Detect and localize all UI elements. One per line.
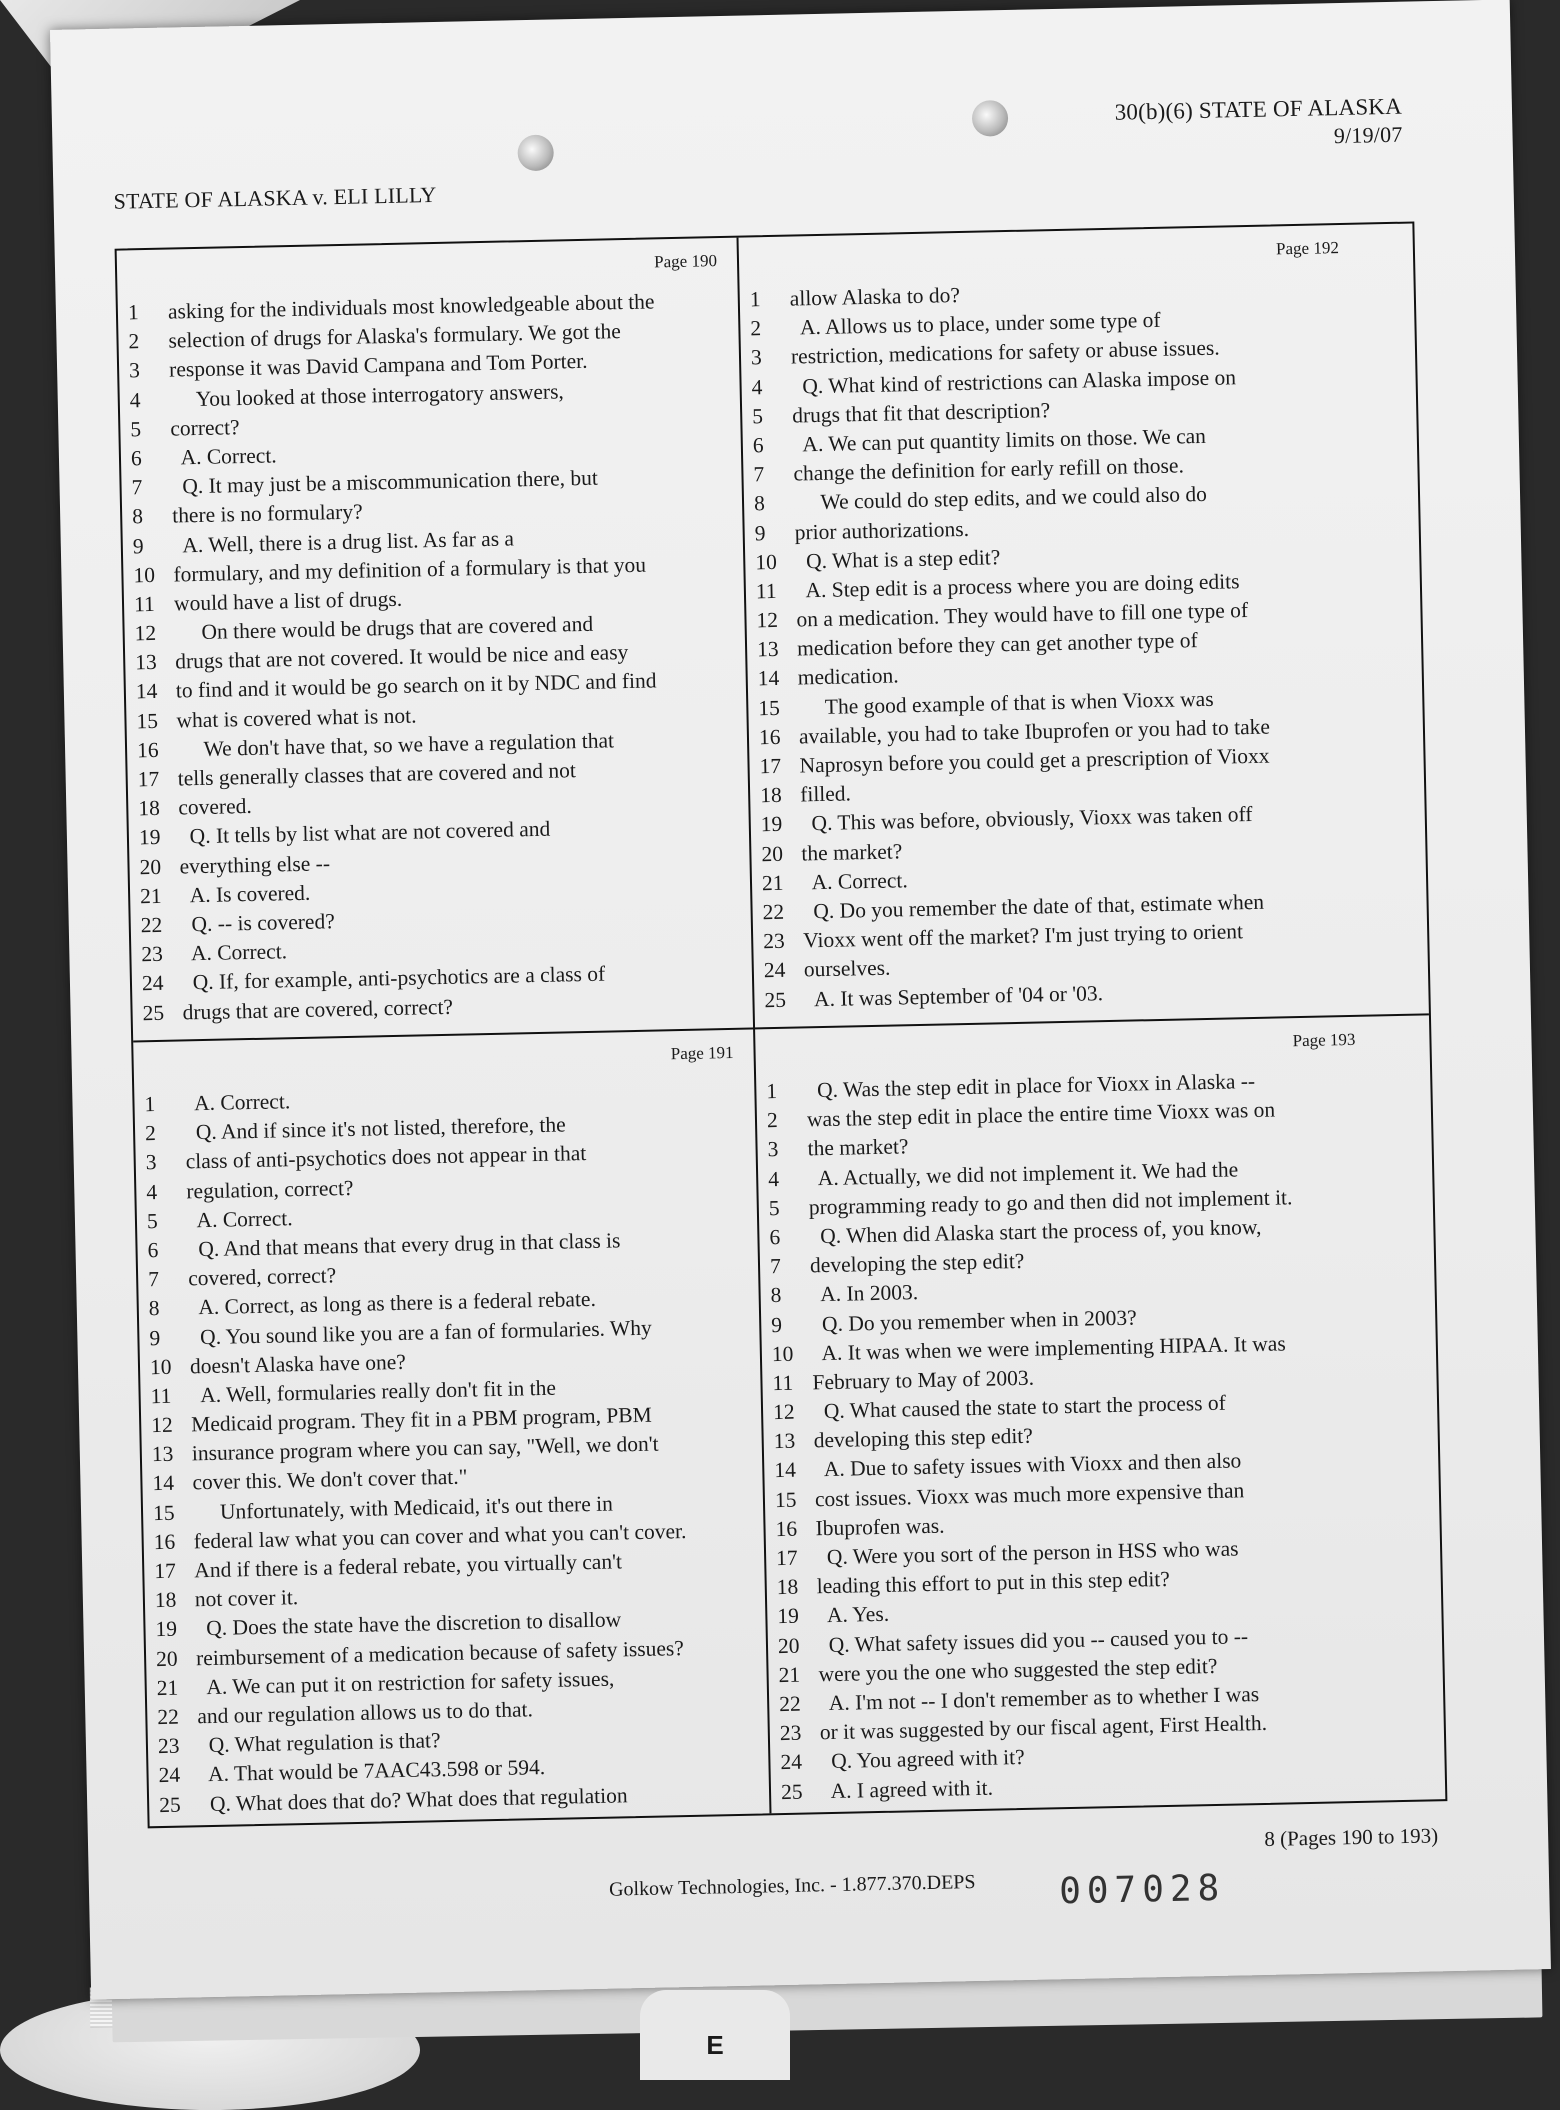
line-text: Q. What regulation is that? (197, 1728, 441, 1758)
line-text: formulary, and my definition of a formulary is that you (173, 552, 647, 587)
line-number: 5 (130, 416, 142, 442)
line-text: Q. Were you sort of the person in HSS who was (815, 1536, 1239, 1570)
line-number: 9 (754, 520, 766, 545)
line-text: Q. Do you remember when in 2003? (811, 1305, 1137, 1336)
line-number: 22 (778, 1691, 801, 1717)
line-number: 20 (155, 1646, 178, 1671)
line-text: Q. Does the state have the discretion to disallow (195, 1607, 622, 1641)
line-number: 4 (146, 1179, 158, 1204)
line-number: 24 (763, 958, 786, 983)
line-text: cost issues. Vioxx was much more expensive than (814, 1477, 1245, 1511)
line-number: 3 (750, 345, 763, 370)
line-text: A. Well, formularies really don't fit in the (190, 1375, 557, 1408)
line-text: regulation, correct? (186, 1175, 354, 1203)
line-text: prior authorizations. (794, 516, 970, 545)
line-number: 7 (769, 1254, 782, 1279)
line-number: 1 (749, 287, 761, 312)
line-number: 21 (778, 1662, 801, 1687)
line-text: A. Correct. (184, 1089, 291, 1116)
line-text: Q. What does that do? What does that regulation (198, 1782, 628, 1816)
line-number: 14 (135, 679, 158, 704)
line-number: 17 (775, 1545, 798, 1571)
line-text: allow Alaska to do? (789, 283, 961, 311)
line-text: A. It was when we were implementing HIPAA. It was (811, 1331, 1286, 1366)
line-number: 1 (127, 300, 139, 325)
line-text: the market? (807, 1134, 909, 1161)
tab-letter: E (706, 2030, 724, 2060)
line-text: We don't have that, so we have a regulation that (176, 728, 615, 762)
line-text: And if there is a federal rebate, you virtually can't (194, 1549, 623, 1583)
line-number: 3 (145, 1150, 157, 1175)
line-number: 15 (136, 708, 159, 733)
line-text: and our regulation allows us to do that. (197, 1697, 534, 1729)
line-text: Q. What is a step edit? (795, 544, 1001, 574)
line-number: 4 (129, 387, 141, 412)
line-number: 24 (141, 971, 164, 996)
line-number: 21 (139, 883, 162, 909)
line-number: 16 (775, 1516, 798, 1541)
case-title: STATE OF ALASKA v. ELI LILLY (113, 181, 437, 214)
line-text: Q. And if since it's not listed, therefore, the (184, 1112, 566, 1145)
line-text: available, you had to take Ibuprofen or you had to take (798, 714, 1271, 749)
page-192 (738, 225, 1374, 1028)
line-number: 8 (131, 504, 144, 529)
line-number: 5 (146, 1208, 158, 1233)
line-text: Q. It may just be a miscommunication there, but (171, 465, 599, 499)
line-number: 22 (762, 899, 785, 925)
line-text: federal law what you can cover and what you can't cover. (193, 1518, 687, 1554)
line-text: covered, correct? (187, 1263, 337, 1291)
line-number: 15 (758, 695, 781, 720)
line-number: 10 (133, 562, 156, 588)
line-number: 6 (752, 433, 764, 458)
line-text: A. Yes. (817, 1602, 890, 1628)
line-text: Q. What caused the state to start the process of (812, 1390, 1227, 1424)
punch-hole-left (517, 134, 554, 171)
line-number: 13 (135, 650, 158, 675)
line-text: Q. What kind of restrictions can Alaska impose on (791, 364, 1237, 399)
line-text: A. In 2003. (810, 1280, 919, 1307)
line-number: 4 (751, 374, 763, 399)
deposition-date: 9/19/07 (1333, 121, 1403, 149)
line-text: A. Step edit is a process where you are doing edits (795, 569, 1240, 603)
line-text: A. Correct. (181, 939, 288, 966)
line-text: Ibuprofen was. (815, 1513, 945, 1541)
line-number: 13 (756, 637, 779, 662)
line-number: 13 (773, 1428, 796, 1454)
line-number: 12 (772, 1399, 795, 1425)
line-text: A. Actually, we did not implement it. We had the (807, 1156, 1239, 1190)
punch-hole-right (972, 100, 1009, 137)
line-text: Q. And that means that every drug in that class is (187, 1228, 621, 1262)
line-number: 14 (774, 1458, 797, 1483)
page-label: Page 193 (1292, 1029, 1356, 1051)
line-text: A. We can put it on restriction for safety issues, (196, 1666, 615, 1700)
line-number: 4 (767, 1166, 780, 1191)
line-text: what is covered what is not. (176, 703, 417, 733)
line-number: 18 (138, 796, 161, 821)
line-text: developing this step edit? (813, 1423, 1034, 1453)
line-text: A. Due to safety issues with Vioxx and then also (814, 1448, 1242, 1482)
line-text: or it was suggested by our fiscal agent, First Health. (819, 1711, 1268, 1745)
line-text: A. Correct, as long as there is a federal rebate. (188, 1287, 597, 1320)
line-number: 7 (147, 1267, 160, 1292)
line-number: 13 (151, 1441, 174, 1467)
line-text: Q. What safety issues did you -- caused you to -- (817, 1623, 1249, 1657)
line-text: change the definition for early refill on those. (793, 453, 1185, 486)
line-number: 1 (144, 1092, 156, 1117)
line-number: 11 (755, 578, 777, 604)
line-text: A. Well, there is a drug list. As far as a (172, 525, 515, 558)
line-number: 8 (770, 1283, 782, 1308)
line-number: 14 (757, 666, 780, 691)
line-text: Q. Was the step edit in place for Vioxx in Alaska -- (806, 1068, 1256, 1103)
line-text: Q. You sound like you are a fan of formularies. Why (189, 1315, 652, 1349)
line-number: 11 (150, 1383, 172, 1409)
page-191 (133, 1029, 769, 1832)
line-number: 21 (761, 870, 784, 896)
line-number: 16 (758, 724, 781, 750)
page-label: Page 191 (670, 1042, 734, 1064)
line-text: A. I agreed with it. (820, 1775, 994, 1803)
line-text: correct? (170, 414, 240, 441)
line-text: drugs that fit that description? (791, 397, 1051, 428)
line-text: On there would be drugs that are covered and (174, 611, 594, 645)
line-text: Naprosyn before you could get a prescription of Vioxx (799, 743, 1270, 778)
line-text: cover this. We don't cover that." (192, 1465, 468, 1495)
line-text: leading this effort to put in this step edit? (816, 1567, 1171, 1599)
line-number: 12 (150, 1412, 173, 1438)
line-text: programming ready to go and then did not implement it. (808, 1184, 1293, 1220)
line-number: 8 (753, 491, 766, 516)
line-text: tells generally classes that are covered and not (177, 758, 577, 791)
company-footer: Golkow Technologies, Inc. - 1.877.370.DEPS (608, 1871, 976, 1901)
line-text: Q. This was before, obviously, Vioxx was taken off (800, 802, 1253, 836)
line-number: 14 (152, 1471, 175, 1496)
line-number: 18 (776, 1574, 799, 1600)
line-number: 6 (130, 446, 142, 471)
line-text: Q. If, for example, anti-psychotics are a class of (181, 961, 606, 995)
line-text: ourselves. (803, 955, 891, 982)
line-number: 19 (155, 1617, 178, 1642)
line-number: 23 (779, 1720, 802, 1746)
line-text: Q. You agreed with it? (820, 1745, 1025, 1774)
line-number: 17 (154, 1558, 177, 1584)
line-text: Q. -- is covered? (180, 909, 336, 937)
line-number: 19 (777, 1604, 800, 1629)
line-text: everything else -- (179, 850, 331, 879)
line-text: drugs that are covered, correct? (182, 994, 454, 1024)
line-text: covered. (178, 794, 252, 820)
line-number: 17 (137, 766, 160, 792)
line-number: 10 (771, 1341, 794, 1366)
line-number: 20 (777, 1633, 800, 1658)
line-number: 6 (147, 1237, 159, 1263)
line-number: 25 (158, 1792, 181, 1817)
line-number: 15 (774, 1487, 797, 1512)
line-number: 12 (756, 607, 779, 633)
line-text: developing the step edit? (809, 1248, 1025, 1278)
line-number: 9 (132, 533, 144, 558)
line-text: A. Is covered. (179, 880, 311, 908)
line-text: would have a list of drugs. (173, 586, 403, 616)
line-number: 9 (149, 1325, 161, 1350)
line-text: doesn't Alaska have one? (189, 1349, 407, 1379)
page-193 (755, 1016, 1391, 1819)
line-number: 22 (157, 1704, 180, 1730)
line-text: to find and it would be go search on it by NDC and find (175, 668, 657, 703)
bates-number: 007028 (1058, 1867, 1226, 1913)
line-text: Q. Do you remember the date of that, estimate when (802, 889, 1265, 924)
line-number: 18 (154, 1587, 177, 1613)
page-190 (117, 238, 753, 1041)
line-number: 24 (780, 1749, 803, 1775)
line-number: 18 (759, 783, 782, 808)
line-number: 22 (140, 912, 163, 938)
line-number: 19 (760, 812, 783, 837)
index-tab (640, 1990, 790, 2080)
line-text: selection of drugs for Alaska's formulary. We got the (168, 319, 622, 353)
line-text: the market? (801, 838, 903, 866)
line-number: 15 (152, 1500, 175, 1525)
line-text: response it was David Campana and Tom Porter. (168, 349, 588, 382)
line-number: 25 (764, 987, 787, 1012)
line-text: asking for the individuals most knowledgeable about the (167, 289, 655, 324)
line-number: 2 (766, 1108, 778, 1133)
line-text: insurance program where you can say, "Well, we don't (191, 1431, 659, 1466)
line-number: 12 (134, 620, 157, 646)
line-number: 16 (136, 737, 159, 763)
line-number: 24 (158, 1762, 181, 1788)
line-number: 3 (767, 1137, 779, 1162)
line-number: 16 (153, 1529, 176, 1554)
line-text: A. Correct. (186, 1205, 293, 1233)
line-text: was the step edit in place the entire time Vioxx was on (806, 1097, 1276, 1132)
line-number: 5 (768, 1195, 780, 1220)
line-number: 1 (766, 1079, 778, 1104)
line-number: 20 (761, 841, 784, 866)
line-number: 7 (753, 462, 765, 487)
line-text: filled. (799, 781, 852, 807)
line-text: medication. (797, 663, 899, 690)
line-text: were you the one who suggested the step edit? (818, 1653, 1218, 1687)
line-number: 20 (139, 854, 162, 879)
line-number: 6 (769, 1224, 781, 1250)
line-text: medication before they can get another type of (796, 628, 1198, 661)
page-label: Page 192 (1275, 238, 1340, 259)
page-range: 8 (Pages 190 to 193) (1264, 1823, 1439, 1851)
line-number: 25 (780, 1779, 803, 1804)
line-number: 21 (156, 1675, 179, 1700)
line-text: A. Correct. (170, 443, 277, 470)
line-text: class of anti-psychotics does not appear in that (185, 1141, 587, 1174)
line-text: A. Correct. (801, 867, 908, 895)
line-number: 11 (133, 591, 155, 617)
line-text: A. It was September of '04 or '03. (804, 980, 1104, 1011)
line-text: A. Allows us to place, under some type of (790, 307, 1161, 340)
line-text: Unfortunately, with Medicaid, it's out there in (192, 1491, 614, 1524)
line-number: 23 (157, 1733, 180, 1759)
line-number: 2 (750, 316, 762, 341)
line-text: there is no formulary? (171, 499, 363, 528)
line-number: 10 (755, 549, 778, 575)
line-number: 9 (771, 1312, 783, 1337)
line-number: 25 (142, 1000, 165, 1025)
line-number: 2 (128, 329, 140, 354)
line-number: 2 (144, 1121, 157, 1146)
line-number: 23 (762, 928, 785, 954)
line-number: 23 (141, 941, 164, 967)
line-text: Medicaid program. They fit in a PBM program, PBM (190, 1402, 652, 1437)
line-text: Q. It tells by list what are not covered and (178, 817, 551, 849)
line-text: We could do step edits, and we could also do (793, 482, 1208, 515)
deposition-label: 30(b)(6) STATE OF ALASKA (1114, 93, 1403, 125)
line-text: A. That would be 7AAC43.598 or 594. (198, 1755, 546, 1787)
line-text: Q. When did Alaska start the process of, you know, (809, 1214, 1262, 1249)
line-text: A. I'm not -- I don't remember as to whether I was (818, 1681, 1260, 1716)
line-text: not cover it. (194, 1585, 299, 1612)
line-number: 19 (138, 825, 161, 850)
line-text: The good example of that is when Vioxx was (798, 686, 1214, 720)
page-label: Page 190 (653, 251, 718, 272)
transcript-sheet (50, 0, 1551, 2000)
line-number: 3 (128, 358, 141, 383)
line-text: Vioxx went off the market? I'm just trying to orient (802, 919, 1244, 953)
transcript-grid (115, 221, 1448, 1828)
line-number: 11 (772, 1370, 794, 1396)
line-text: on a medication. They would have to fill one type of (796, 598, 1249, 632)
line-number: 10 (149, 1354, 172, 1379)
line-text: February to May of 2003. (812, 1365, 1035, 1395)
line-text: reimbursement of a medication because of safety issues? (195, 1635, 685, 1670)
line-number: 7 (131, 475, 143, 500)
line-number: 8 (148, 1296, 160, 1321)
line-text: drugs that are not covered. It would be nice and easy (175, 640, 629, 674)
line-number: 17 (759, 753, 782, 779)
line-number: 5 (751, 403, 764, 429)
line-text: A. We can put quantity limits on those. We can (792, 423, 1207, 457)
line-text: restriction, medications for safety or abuse issues. (790, 335, 1220, 369)
line-text: You looked at those interrogatory answers, (169, 378, 565, 412)
